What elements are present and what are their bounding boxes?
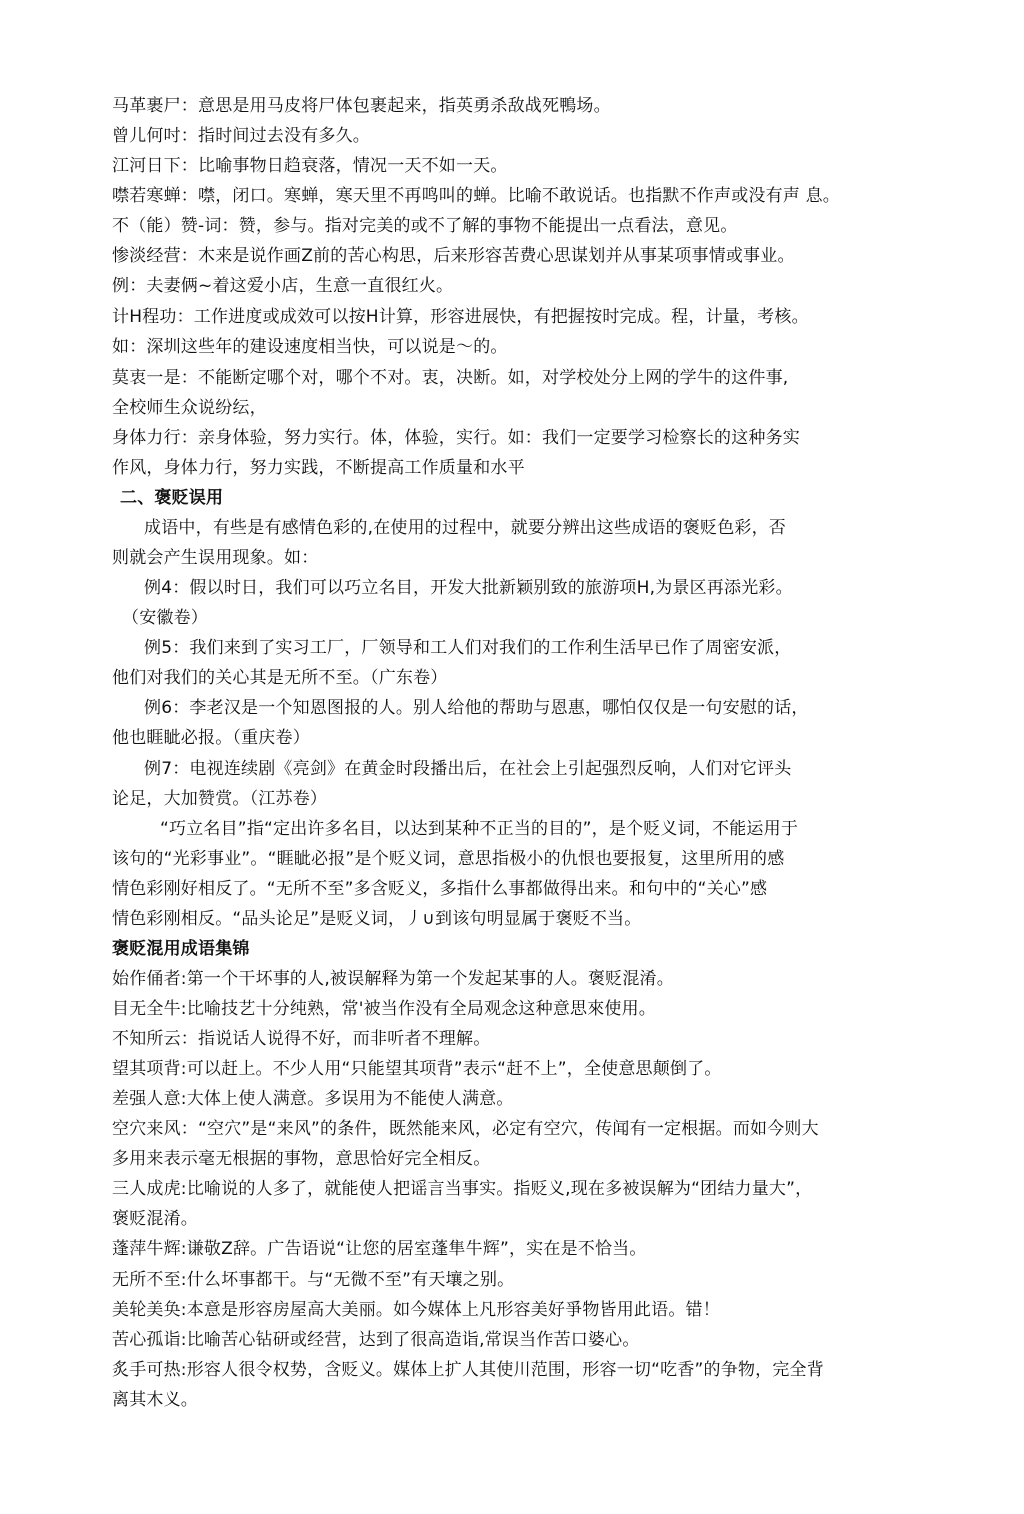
text-line: 离其木义。 xyxy=(112,1390,198,1410)
text-line: 江河日下：比喻事物日趋衰落，情况一天不如一天。 xyxy=(112,156,508,176)
text-line: 蓬萍牛辉:谦敬Z辞。广告语说“让您的居室蓬隼牛辉”，实在是不恰当。 xyxy=(112,1239,647,1259)
text-line: 美轮美奂:本意是形容房屋高大美丽。如今媒体上凡形容美好爭物皆用此语。错！ xyxy=(112,1300,720,1320)
text-line: 例7：电视连续剧《亮剑》在黄金时段播出后，在社会上引起强烈反响，人们对它评头 xyxy=(144,759,792,779)
text-line: 如：深圳这些年的建设速度相当快，可以说是～的。 xyxy=(112,337,508,357)
text-line: 则就会产生误用现象。如： xyxy=(112,548,319,568)
text-line: 空穴来风：“空穴”是“来风”的条件，既然能来风，必定有空穴，传闻有一定根据。而如今则大 xyxy=(112,1119,819,1139)
text-line: 作风，身体力行，努力实践，不断提高工作质量和水平 xyxy=(112,458,525,478)
text-line: 噤若寒蝉：噤，闭口。寒蝉，寒天里不再鸣叫的蝉。比喻不敢说话。也指默不作声或没有声 息。 xyxy=(112,186,841,206)
text-line: （安徽卷） xyxy=(122,608,208,628)
text-line: 他们对我们的关心其是无所不至。（广东卷） xyxy=(112,668,448,688)
text-line: 情色彩刚相反。“品头论足”是贬义词，丿∪到该句明显属于褒贬不当。 xyxy=(112,909,642,929)
text-line: 成语中，有些是有感情色彩的,在使用的过程中，就要分辨出这些成语的褒贬色彩，否 xyxy=(144,518,787,538)
text-line: 目无全牛:比喻技艺十分纯熟，常'被当作没有全局观念这种意思來使用。 xyxy=(112,999,656,1019)
text-line: 论足，大加赞赏。（江苏卷） xyxy=(112,789,328,809)
section-heading: 二、褒贬误用 xyxy=(120,488,224,508)
text-line: 差强人意:大体上使人满意。多误用为不能使人满意。 xyxy=(112,1089,514,1109)
text-line: 例5：我们来到了实习工厂，厂领导和工人们对我们的工作利生活早已作了周密安派， xyxy=(144,638,792,658)
text-line: 例4：假以时日，我们可以巧立名目，开发大批新颖别致的旅游项H,为景区再添光彩。 xyxy=(144,578,793,598)
text-line: 始作俑者:第一个干坏事的人,被误解释为第一个发起某事的人。褒贬混淆。 xyxy=(112,969,674,989)
text-line: 炙手可热:形容人很令权势，含贬义。媒体上扩人其使川范围，形容一切“吃香”的争物，完全背 xyxy=(112,1360,824,1380)
text-line: 计H程功：工作进度或成效可以按H计算，形容进展快，有把握按时完成。程，计量，考核。 xyxy=(112,307,809,327)
text-line: 无所不至:什么坏事都干。与“无微不至”有天壤之别。 xyxy=(112,1270,515,1290)
text-line: 全校师生众说纷纭， xyxy=(112,398,267,418)
text-line: 马革裹尸：意思是用马皮将尸体包裹起来，指英勇杀敌战死鴨场。 xyxy=(112,96,611,116)
text-line: 不知所云：指说话人说得不好，而非听者不理解。 xyxy=(112,1029,491,1049)
text-line: 例：夫妻俩~着这爱小店，生意一直很红火。 xyxy=(112,276,454,296)
text-line: 多用来表示毫无根据的事物，意思恰好完全相反。 xyxy=(112,1149,491,1169)
text-line: 情色彩刚好相反了。“无所不至”多含贬义，多指什么事都做得出来。和句中的“关心”感 xyxy=(112,879,768,899)
text-line: 不（能）赞-词：赞，参与。指对完美的或不了解的事物不能提出一点看法，意见。 xyxy=(112,216,738,236)
text-line: 莫衷一是：不能断定哪个对，哪个不对。衷，决断。如，对学校处分上网的学牛的这件事, xyxy=(112,368,789,388)
text-line: 例6：李老汉是一个知恩图报的人。别人给他的帮助与恩惠，哪怕仅仅是一句安慰的话， xyxy=(144,698,809,718)
text-line: “巧立名目”指“定出许多名目，以达到某种不正当的目的”，是个贬义词，不能运用于 xyxy=(160,819,799,839)
text-line: 苦心孤诣:比喻苦心钻研或经营，达到了很高造诣,常误当作苦口婆心。 xyxy=(112,1330,640,1350)
text-line: 曾儿何吋：指时间过去没有多久。 xyxy=(112,126,370,146)
text-line: 身体力行：亲身体验，努力实行。体，体验，实行。如：我们一定要学习检察长的这种务实 xyxy=(112,428,800,448)
text-line: 褒贬混淆。 xyxy=(112,1209,198,1229)
text-line: 三人成虎:比喻说的人多了，就能使人把谣言当事实。指贬义,现在多被误解为“团结力量大”， xyxy=(112,1179,813,1199)
text-line: 望其项背:可以赶上。不少人用“只能望其项背”表示“赶不上”，全使意思颠倒了。 xyxy=(112,1059,722,1079)
text-line: 惨淡经营：木来是说作画Z前的苦心构思，后来形容苦费心思谋划并从事某项事情或事业。 xyxy=(112,246,795,266)
text-line: 该句的“光彩事业”。“睚眦必报”是个贬义词，意思指极小的仇恨也要报复，这里所用的感 xyxy=(112,849,785,869)
section-heading: 褒贬混用成语集锦 xyxy=(112,939,250,959)
text-line: 他也睚眦必报。（重庆卷） xyxy=(112,728,310,748)
